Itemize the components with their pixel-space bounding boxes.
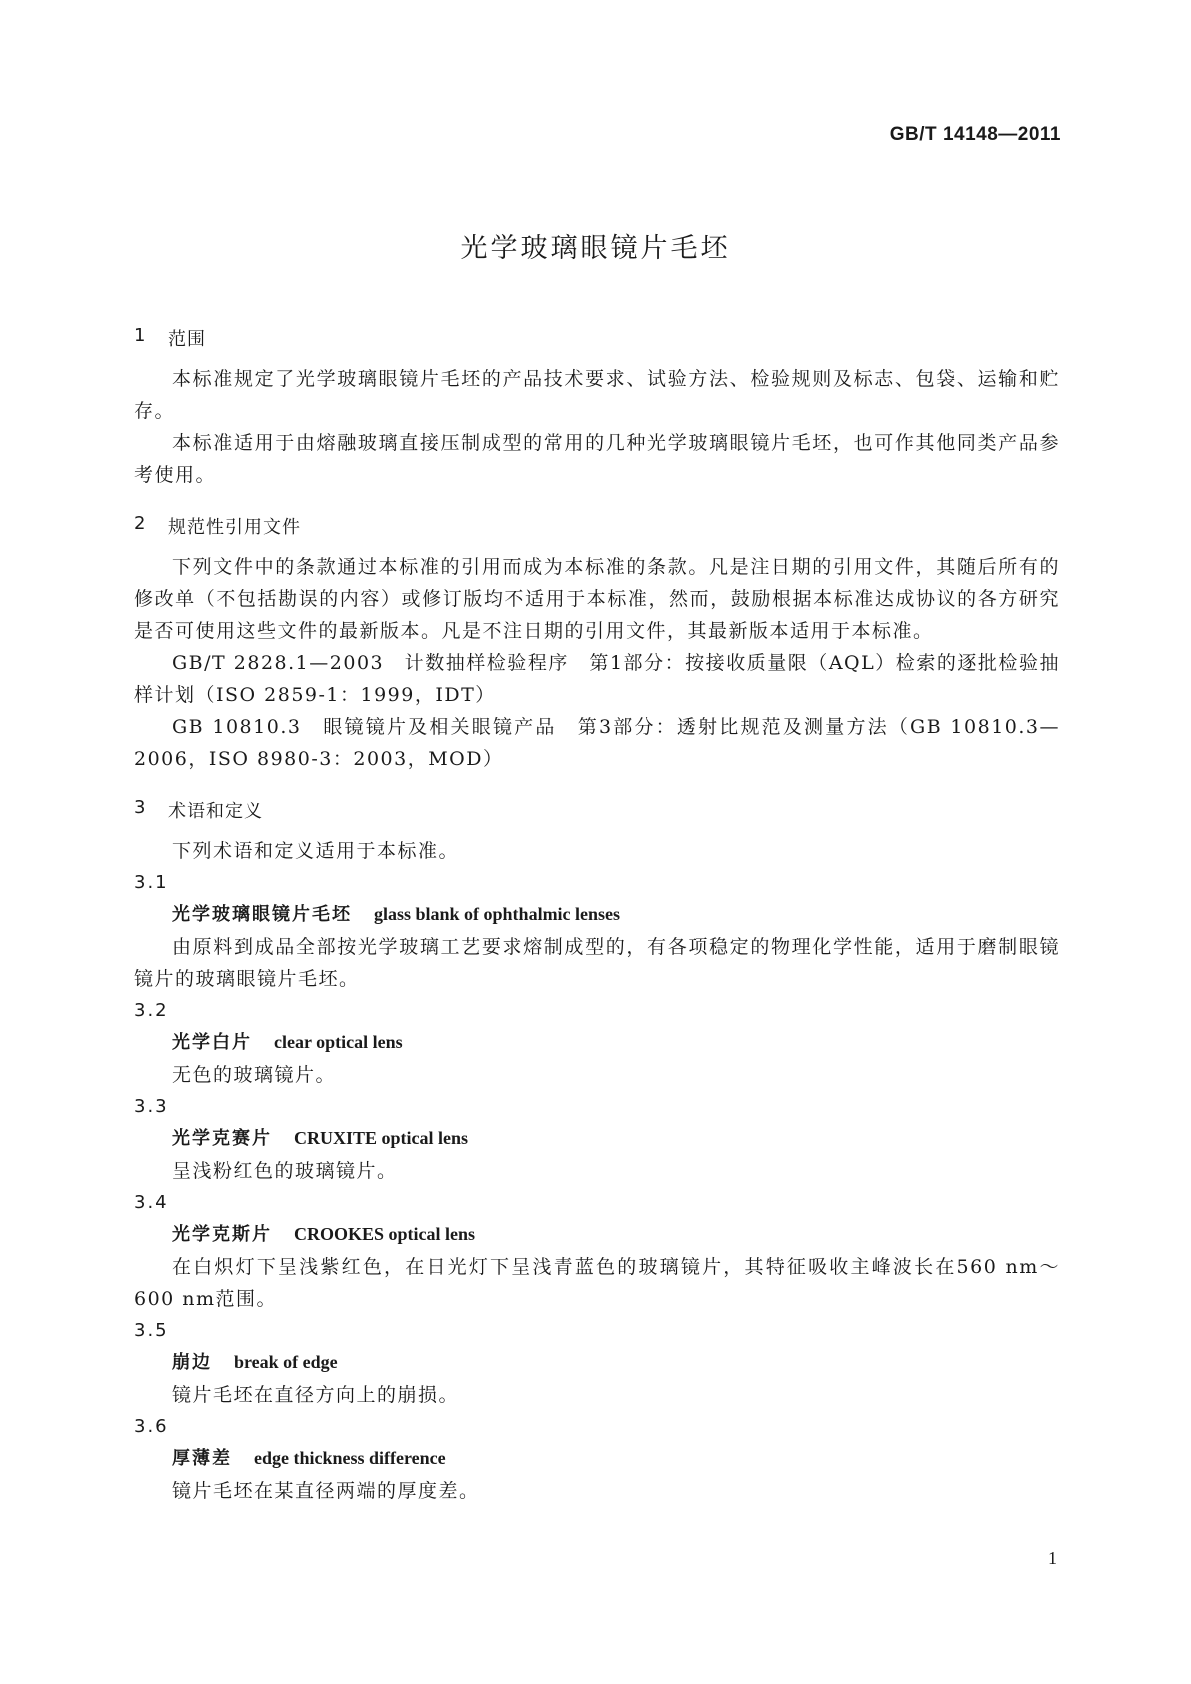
term-definition: 无色的玻璃镜片。: [172, 1064, 337, 1086]
term-en: clear optical lens: [274, 1032, 403, 1052]
section-number: 2: [134, 513, 147, 534]
section-3-heading: [134, 797, 1060, 823]
paragraph: 下列文件中的条款通过本标准的引用而成为本标准的条款。凡是注日期的引用文件，其随后所有的修改单（不包括勘误的内容）或修订版均不适用于本标准，然而，鼓励根据本标准达成协议的各方研究是否可使用这些文件的最新版本。凡是不注日期的引用文件，其最新版本适用于本标准。: [134, 556, 1060, 642]
page-number: 1: [1048, 1548, 1057, 1568]
term-en: edge thickness difference: [254, 1448, 446, 1468]
document-title: 光学玻璃眼镜片毛坯: [460, 233, 731, 264]
term-number: 3.3: [134, 1096, 169, 1117]
section-title: 规范性引用文件: [168, 517, 301, 538]
term-en: glass blank of ophthalmic lenses: [374, 904, 621, 924]
section-number: 1: [134, 325, 147, 346]
standard-code: GB/T 14148—2011: [889, 124, 1061, 145]
paragraph: 本标准规定了光学玻璃眼镜片毛坯的产品技术要求、试验方法、检验规则及标志、包袋、运输和贮存。: [134, 368, 1060, 422]
paragraph: 本标准适用于由熔融玻璃直接压制成型的常用的几种光学玻璃眼镜片毛坯，也可作其他同类产品参考使用。: [134, 432, 1060, 486]
term-heading: [134, 1026, 1060, 1059]
term-heading: [134, 898, 1060, 931]
term-entry: [134, 995, 1060, 1091]
term-zh: 光学玻璃眼镜片毛坯: [172, 904, 352, 925]
normative-reference: GB/T 2828.1—2003 计数抽样检验程序 第1部分：按接收质量限（AQL）检索的逐批检验抽样计划（ISO 2859-1：1999，IDT）: [134, 652, 1060, 706]
term-zh: 崩边: [172, 1352, 212, 1373]
term-zh: 光学白片: [172, 1032, 252, 1053]
document-body: [134, 325, 1060, 1507]
section-2-heading: [134, 513, 1060, 539]
term-number: 3.5: [134, 1320, 169, 1341]
term-heading: [134, 1442, 1060, 1475]
paragraph: 下列术语和定义适用于本标准。: [172, 840, 460, 862]
section-1-heading: [134, 325, 1060, 351]
term-en: break of edge: [234, 1352, 338, 1372]
term-number: 3.2: [134, 1000, 169, 1021]
section-number: 3: [134, 797, 147, 818]
term-entry: [134, 867, 1060, 995]
term-definition: 镜片毛坯在直径方向上的崩损。: [172, 1384, 460, 1406]
term-heading: [134, 1218, 1060, 1251]
term-zh: 光学克斯片: [172, 1224, 272, 1245]
term-heading: [134, 1122, 1060, 1155]
term-entry: [134, 1187, 1060, 1315]
term-entry: [134, 1091, 1060, 1187]
section-title: 术语和定义: [168, 801, 263, 822]
section-title: 范围: [168, 329, 206, 350]
term-definition: 由原料到成品全部按光学玻璃工艺要求熔制成型的，有各项稳定的物理化学性能，适用于磨制眼镜镜片的玻璃眼镜片毛坯。: [134, 936, 1060, 990]
term-number: 3.4: [134, 1192, 169, 1213]
term-heading: [134, 1346, 1060, 1379]
term-entry: [134, 1411, 1060, 1507]
normative-reference: GB 10810.3 眼镜镜片及相关眼镜产品 第3部分：透射比规范及测量方法（GB 10810.3—2006，ISO 8980-3：2003，MOD）: [134, 716, 1060, 770]
term-definition: 镜片毛坯在某直径两端的厚度差。: [172, 1480, 480, 1502]
term-zh: 厚薄差: [172, 1448, 232, 1469]
term-en: CRUXITE optical lens: [294, 1128, 469, 1148]
term-entry: [134, 1315, 1060, 1411]
term-definition: 呈浅粉红色的玻璃镜片。: [172, 1160, 398, 1182]
term-en: CROOKES optical lens: [294, 1224, 476, 1244]
term-number: 3.6: [134, 1416, 169, 1437]
term-definition: 在白炽灯下呈浅紫红色，在日光灯下呈浅青蓝色的玻璃镜片，其特征吸收主峰波长在560 nm～600 nm范围。: [134, 1256, 1060, 1310]
term-number: 3.1: [134, 872, 169, 893]
term-zh: 光学克赛片: [172, 1128, 272, 1149]
